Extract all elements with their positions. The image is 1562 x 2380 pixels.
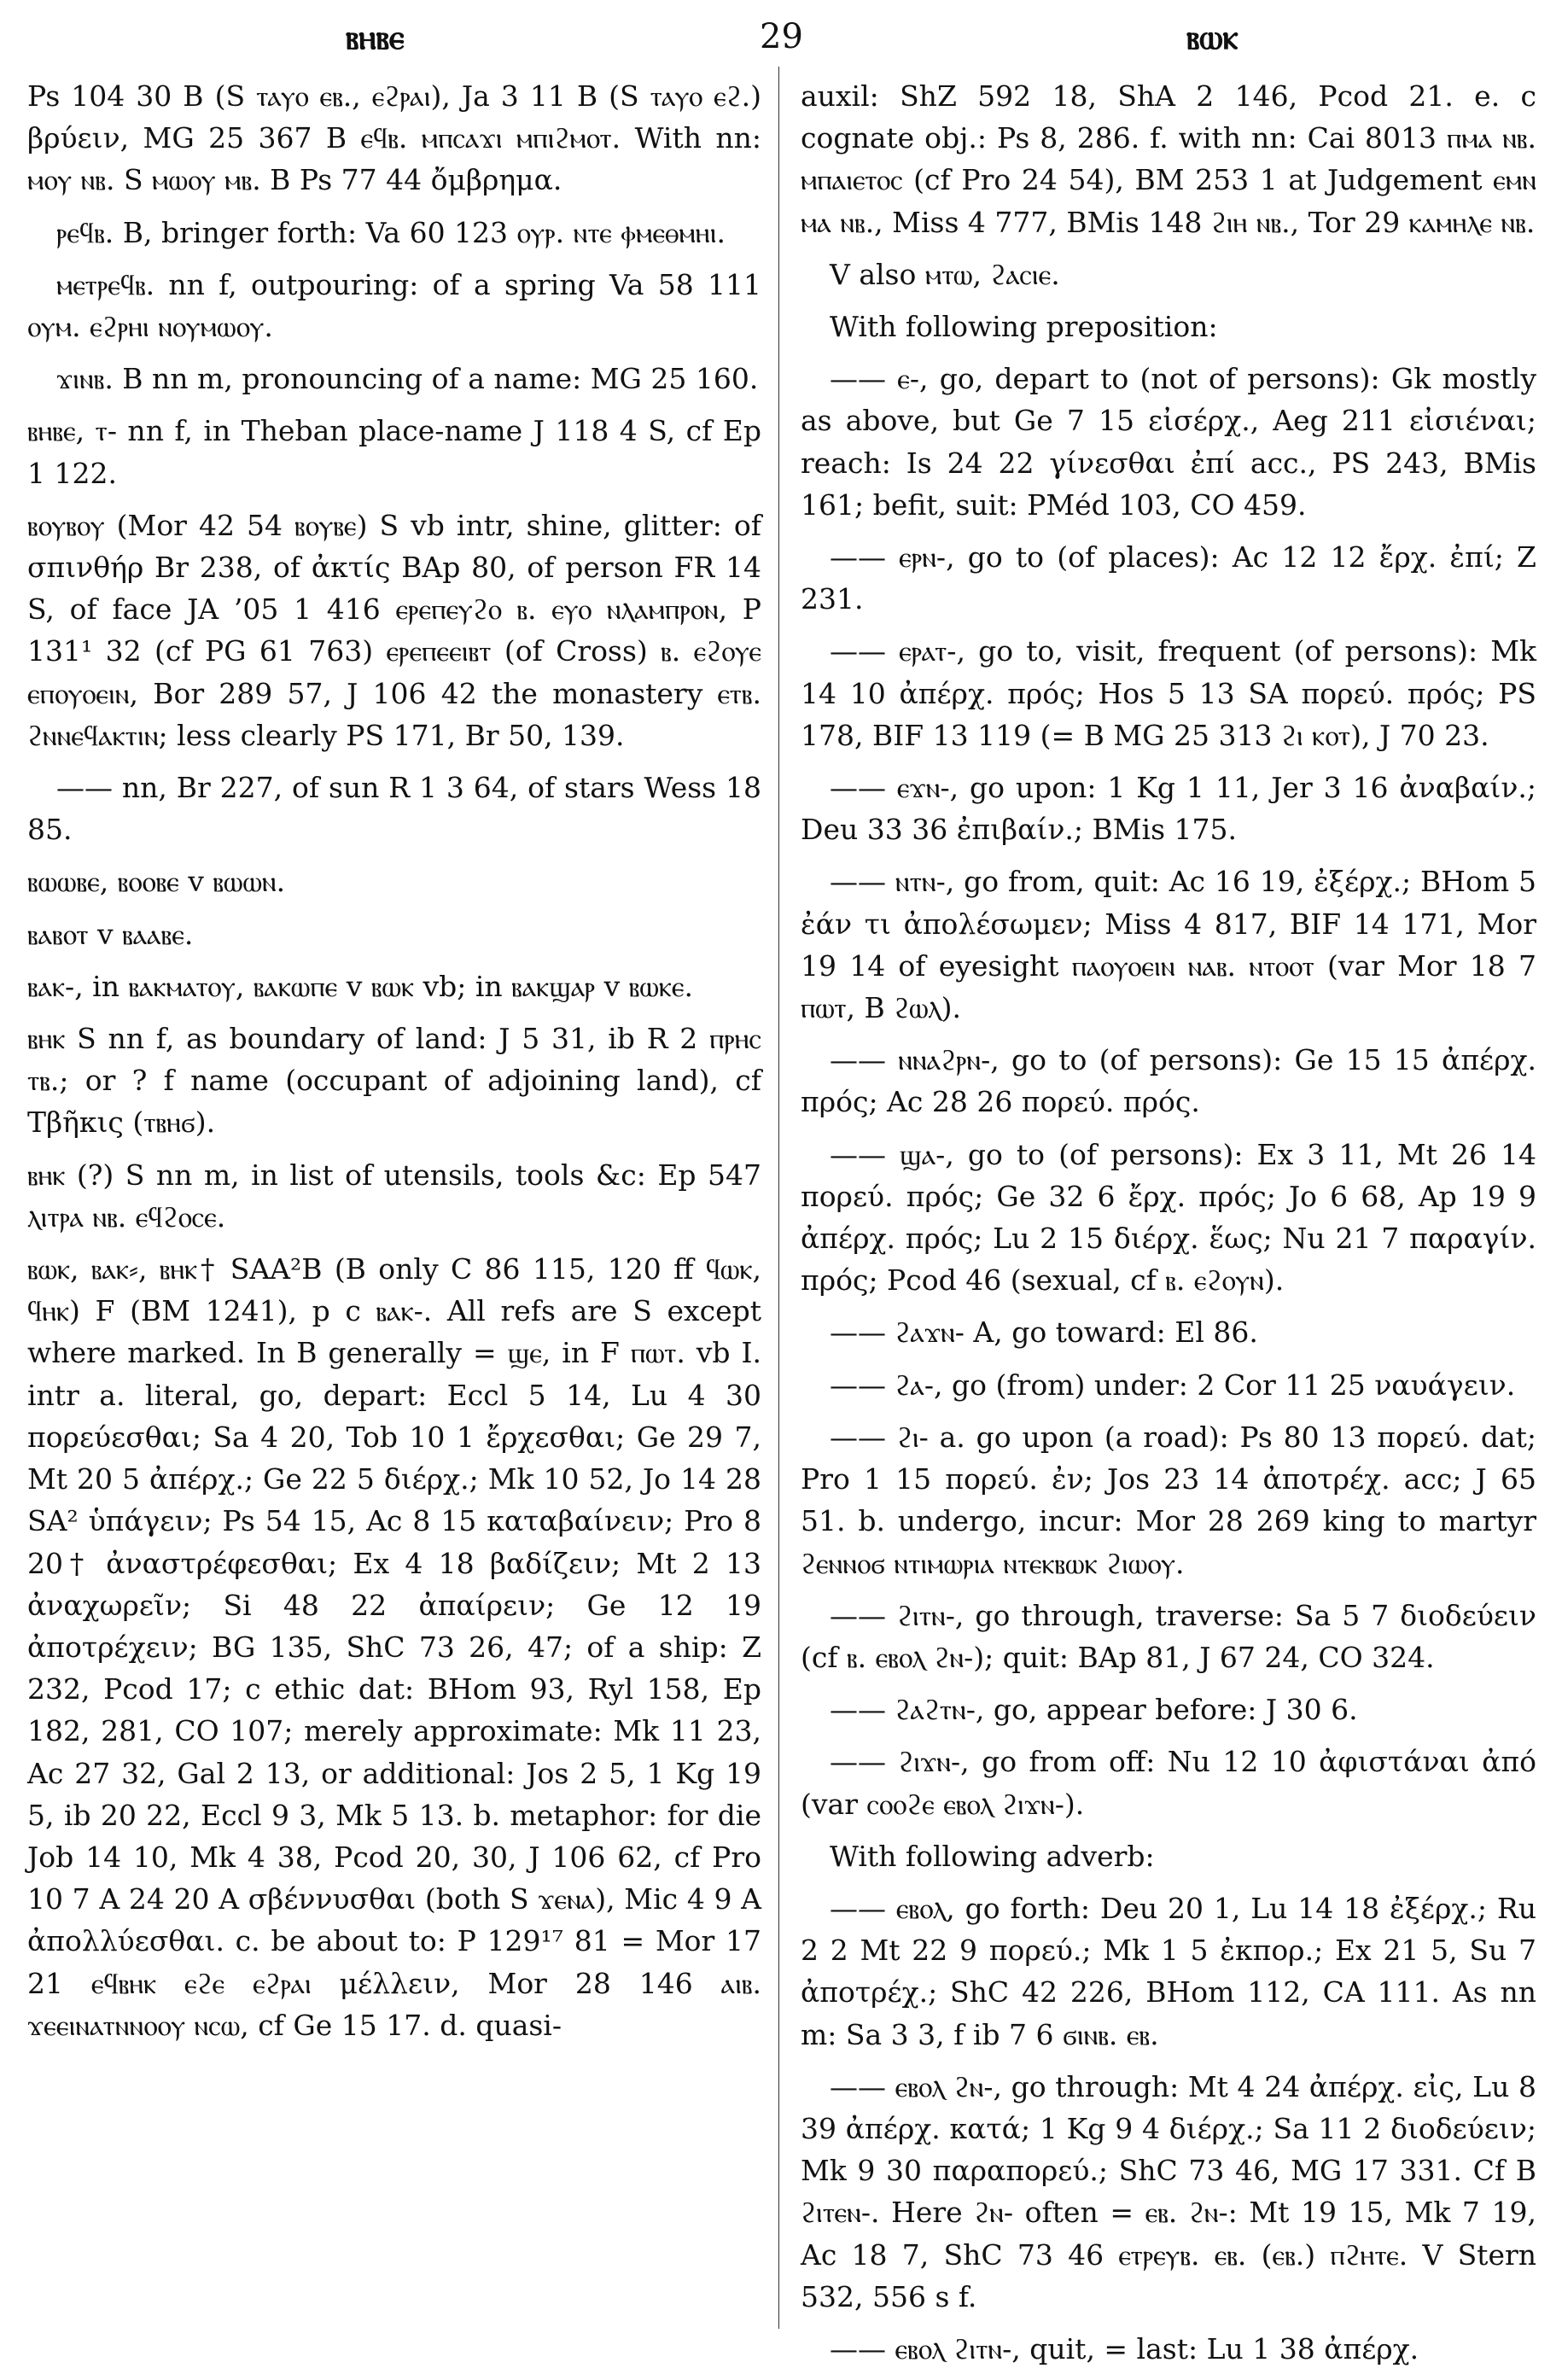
entry-paragraph: With following preposition: <box>830 310 1218 344</box>
entry-paragraph: ⲣⲉϥⲃ. B, bringer forth: Va 60 123 ⲟⲩⲣ. ⲛⲧⲉ ⲫⲙⲉⲑⲙⲏⲓ. <box>56 215 726 249</box>
entry-paragraph: ⲃⲱⲕ, ⲃⲁⲕ⸗, ⲃⲏⲕ† SAA²B (B only C 86 115, 120 ff ϥⲱⲕ, ϥⲏⲕ) F (BM 1241), p c ⲃⲁⲕ-. All refs are S except where marked. In B generally = ϣⲉ, in F ⲡⲱⲧ. vb I. intr a. literal, go, depart: Eccl 5 14, Lu 4 30 πορεύεσθαι; Sa 4 20, Tob 10 1 ἔρχεσθαι; Ge 29 7, Mt 20 5 ἀπέρχ.; Ge 22 5 διέρχ.; Mk 10 52, Jo 14 28 SA² ὑπάγειν; Ps 54 15, Ac 8 15 καταβαίνειν; Pro 8 20† ἀναστρέφεσθαι; Ex 4 18 βαδίζειν; Mt 2 13 ἀναχωρεῖν; Si 48 22 ἀπαίρειν; Ge 12 19 ἀποτρέχειν; BG 135, ShC 73 26, 47; of a ship: Z 232, Pcod 17; c ethic dat: BHom 93, Ryl 158, Ep 182, 281, CO 107; merely approximate: Mk 11 23, Ac 27 32, Gal 2 13, or additional: Jos 2 5, 1 Kg 19 5, ib 20 22, Eccl 9 3, Mk 5 13. b. metaphor: for die Job 14 10, Mk 4 38, Pcod 20, 30, J 106 62, cf Pro 10 7 A 24 20 A σβέννυσθαι (both S ϫⲉⲛⲁ), Mic 4 9 A ἀπολλύεσθαι. c. be about to: P 129¹⁷ 81 = Mor 17 21 ⲉϥⲃⲏⲕ ⲉϩⲉ ⲉϩⲣⲁⲓ μέλλειν, Mor 28 146 ⲁⲓⲃ. ϫⲉⲉⲓⲛⲁⲧⲛⲛⲟⲟⲩ ⲛⲥⲱ, cf Ge 15 17. d. quasi- <box>27 1252 761 2042</box>
entry-paragraph: —— ⲉⲣⲁⲧ-, go to, visit, frequent (of persons): Mk 14 10 ἀπέρχ. πρός; Hos 5 13 SA πορεύ. πρός; PS 178, BIF 13 119 (= B MG 25 313 ϩⲓ ⲕⲟⲧ), J 70 23. <box>801 634 1536 752</box>
entry-paragraph: —— ϩⲓ- a. go upon (a road): Ps 80 13 πορεύ. dat; Pro 1 15 πορεύ. ἐν; Jos 23 14 ἀποτρέχ. acc; J 65 51. b. undergo, incur: Mor 28 269 king to martyr ϩⲉⲛⲛⲟϭ ⲛⲧⲓⲙⲱⲣⲓⲁ ⲛⲧⲉⲕⲃⲱⲕ ϩⲓⲱⲟⲩ. <box>801 1420 1536 1580</box>
running-head-left: ⲃⲏⲃⲉ <box>346 17 405 57</box>
entry-paragraph: —— ⲉⲃⲟⲗ, go forth: Deu 20 1, Lu 14 18 ἐξέρχ.; Ru 2 2 Mt 22 9 πορεύ.; Mk 1 5 ἐκπορ.; Ex 21 5, Su 7 ἀποτρέχ.; ShC 42 226, BHom 112, CA 111. As nn m: Sa 3 3, f ib 7 6 ϭⲓⲛⲃ. ⲉⲃ. <box>801 1891 1536 2051</box>
entry-paragraph: —— ϩⲁϩⲧⲛ-, go, appear before: J 30 6. <box>830 1693 1358 1727</box>
entry-paragraph: ⲃⲏⲕ (?) S nn m, in list of utensils, tools &c: Ep 547 ⲗⲓⲧⲣⲁ ⲛⲃ. ⲉϥϩⲟⲥⲉ. <box>27 1158 761 1234</box>
column-divider <box>778 67 779 2329</box>
entry-paragraph: —— ⲉϫⲛ-, go upon: 1 Kg 1 11, Jer 3 16 ἀναβαίν.; Deu 33 36 ἐπιβαίν.; BMis 175. <box>801 771 1536 847</box>
entry-paragraph: —— ϩⲓⲧⲛ-, go through, traverse: Sa 5 7 διοδεύειν (cf ⲃ. ⲉⲃⲟⲗ ϩⲛ-); quit: BAp 81, J 67 24, CO 324. <box>801 1598 1536 1674</box>
entry-paragraph: —— ⲉⲣⲛ-, go to (of places): Ac 12 12 ἔρχ. ἐπί; Z 231. <box>801 540 1536 616</box>
entry-paragraph: —— ϣⲁ-, go to (of persons): Ex 3 11, Mt 26 14 πορεύ. πρός; Ge 32 6 ἔρχ. πρός; Jo 6 68, Ap 19 9 ἀπέρχ. πρός; Lu 2 15 διέρχ. ἕως; Nu 21 7 παραγίν. πρός; Pcod 46 (sexual, cf ⲃ. ⲉϩⲟⲩⲛ). <box>801 1137 1536 1298</box>
entry-paragraph: With following adverb: <box>830 1839 1155 1873</box>
page-number: 29 <box>760 17 803 56</box>
entry-paragraph: ⲙⲉⲧⲣⲉϥⲃ. nn f, outpouring: of a spring Va 58 111 ⲟⲩⲙ. ⲉϩⲣⲏⲓ ⲛⲟⲩⲙⲱⲟⲩ. <box>27 267 761 344</box>
entry-paragraph: —— ⲉⲃⲟⲗ ϩⲓⲧⲛ-, quit, = last: Lu 1 38 ἀπέρχ. <box>830 2331 1419 2365</box>
left-column <box>27 75 761 2056</box>
entry-paragraph: ⲃⲱⲱⲃⲉ, ⲃⲟⲟⲃⲉ v ⲃⲱⲱⲛ. <box>27 865 286 899</box>
entry-paragraph: —— ⲛⲧⲛ-, go from, quit: Ac 16 19, ἐξέρχ.; BHom 5 ἐάν τι ἀπολέσωμεν; Miss 4 817, BIF 14 171, Mor 19 14 of eyesight ⲡⲁⲟⲩⲟⲉⲓⲛ ⲛⲁⲃ. ⲛⲧⲟⲟⲧ (var Mor 18 7 ⲡⲱⲧ, B ϩⲱⲗ). <box>801 865 1536 1025</box>
running-head-right: ⲃⲱⲕ <box>1186 17 1239 57</box>
entry-paragraph: ϫⲓⲛⲃ. B nn m, pronouncing of a name: MG 25 160. <box>56 362 759 396</box>
entry-paragraph: —— nn, Br 227, of sun R 1 3 64, of stars Wess 18 85. <box>27 771 761 847</box>
entry-paragraph: —— ϩⲓϫⲛ-, go from off: Nu 12 10 ἀφιστάναι ἀπό (var ⲥⲟⲟϩⲉ ⲉⲃⲟⲗ ϩⲓϫⲛ-). <box>801 1745 1536 1821</box>
entry-paragraph: —— ϩⲁϫⲛ- A, go toward: El 86. <box>830 1315 1258 1350</box>
entry-paragraph: —— ⲉ-, go, depart to (not of persons): Gk mostly as above, but Ge 7 15 εἰσέρχ., Aeg 211 εἰσιέναι; reach: Is 24 22 γίνεσθαι ἐπί acc., PS 243, BMis 161; befit, suit: PMéd 103, CO 459. <box>801 362 1536 522</box>
right-column <box>801 75 1536 2380</box>
entry-paragraph: auxil: ShZ 592 18, ShA 2 146, Pcod 21. e. c cognate obj.: Ps 8, 286. f. with nn: Cai 8013 ⲡⲙⲁ ⲛⲃ. ⲙⲡⲁⲓⲉⲧⲟⲥ (cf Pro 24 54), BM 253 1 at Judgement ⲉⲙⲛ ⲙⲁ ⲛⲃ., Miss 4 777, BMis 148 ϩⲓⲏ ⲛⲃ., Tor 29 ⲕⲁⲙⲏⲗⲉ ⲛⲃ. <box>801 79 1536 239</box>
entry-paragraph: ⲃⲁⲕ-, in ⲃⲁⲕⲙⲁⲧⲟⲩ, ⲃⲁⲕⲱⲡⲉ v ⲃⲱⲕ vb; in ⲃⲁⲕϣⲁⲣ v ⲃⲱⲕⲉ. <box>27 969 694 1003</box>
entry-paragraph: —— ⲉⲃⲟⲗ ϩⲛ-, go through: Mt 4 24 ἀπέρχ. εἰς, Lu 8 39 ἀπέρχ. κατά; 1 Kg 9 4 διέρχ.; Sa 11 2 διοδεύειν; Mk 9 30 παραπορεύ.; ShC 73 46, MG 17 331. Cf B ϩⲓⲧⲉⲛ-. Here ϩⲛ- often = ⲉⲃ. ϩⲛ-: Mt 19 15, Mk 7 19, Ac 18 7, ShC 73 46 ⲉⲧⲣⲉⲩⲃ. ⲉⲃ. (ⲉⲃ.) ⲡϩⲏⲧⲉ. V Stern 532, 556 s f. <box>801 2069 1536 2313</box>
entry-paragraph: Ps 104 30 B (S ⲧⲁⲩⲟ ⲉⲃ., ⲉϩⲣⲁⲓ), Ja 3 11 B (S ⲧⲁⲩⲟ ⲉϩ.) βρύειν, MG 25 367 B ⲉϥⲃ. ⲙⲡⲥⲁϫⲓ ⲙⲡⲓϩⲙⲟⲧ. With nn: ⲙⲟⲩ ⲛⲃ. S ⲙⲱⲟⲩ ⲙⲃ. B Ps 77 44 ὄμβρημα. <box>27 79 761 197</box>
entry-paragraph: ⲃⲏⲃⲉ, ⲧ- nn f, in Theban place-name J 118 4 S, cf Ep 1 122. <box>27 414 761 490</box>
entry-paragraph: ⲃⲏⲕ S nn f, as boundary of land: J 5 31, ib R 2 ⲡⲣⲏⲥ ⲧⲃ.; or ? f name (occupant of adjoining land), cf Τβῆκις (ⲧⲃⲏϭ). <box>27 1022 761 1140</box>
entry-paragraph: V also ⲙⲧⲱ, ϩⲁⲥⲓⲉ. <box>830 257 1060 291</box>
entry-paragraph: ⲃⲁⲃⲟⲧ v ⲃⲁⲁⲃⲉ. <box>27 917 194 951</box>
entry-paragraph: ⲃⲟⲩⲃⲟⲩ (Mor 42 54 ⲃⲟⲩⲃⲉ) S vb intr, shine, glitter: of σπινθήρ Br 238, of ἀκτίς BAp 80, of person FR 14 S, of face JA ’05 1 416 ⲉⲣⲉⲡⲉⲩϩⲟ ⲃ. ⲉⲩⲟ ⲛⲗⲁⲙⲡⲣⲟⲛ, P 131¹ 32 (cf PG 61 763) ⲉⲣⲉⲡⲉⲉⲓⲃⲧ (of Cross) ⲃ. ⲉϩⲟⲩⲉ ⲉⲡⲟⲩⲟⲉⲓⲛ, Bor 289 57, J 106 42 the monastery ⲉⲧⲃ. ϩⲛⲛⲉϥⲁⲕⲧⲓⲛ; less clearly PS 171, Br 50, 139. <box>27 508 761 752</box>
entry-paragraph: —— ϩⲁ-, go (from) under: 2 Cor 11 25 ναυάγειν. <box>830 1368 1516 1402</box>
entry-paragraph: —— ⲛⲛⲁϩⲣⲛ-, go to (of persons): Ge 15 15 ἀπέρχ. πρός; Ac 28 26 πορεύ. πρός. <box>801 1043 1536 1119</box>
